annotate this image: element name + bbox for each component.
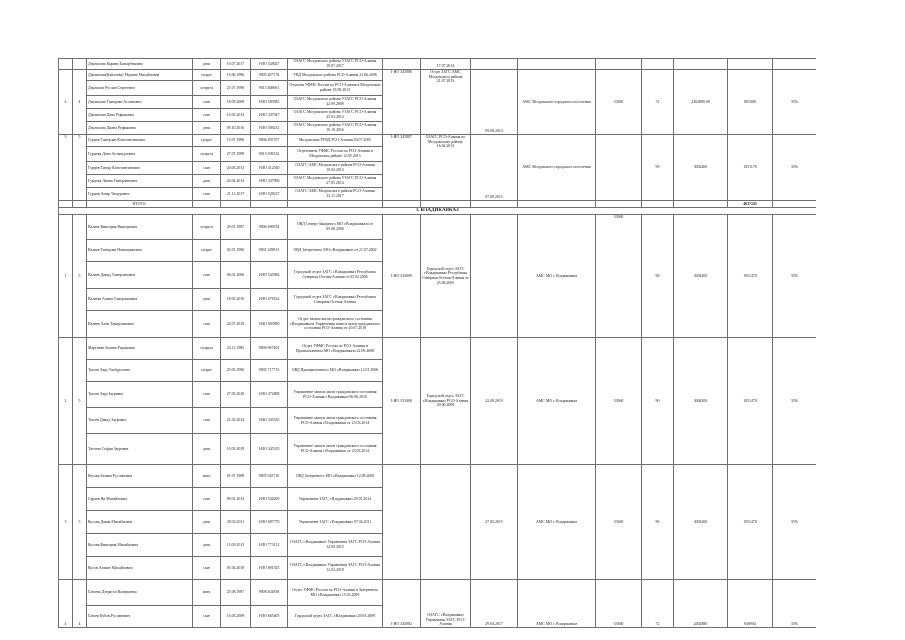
birth-date: 27.07.1989	[221, 147, 251, 162]
relation: сын	[193, 262, 221, 289]
estimated-cost: 3002400	[674, 135, 728, 201]
total-row	[59, 201, 817, 208]
birth-date: 21.03.2014	[221, 408, 251, 434]
document-number: I-ИО 345335	[251, 434, 288, 465]
person-name: Вазиев Алан Тамерланович	[87, 311, 193, 338]
issued-by: Отдел УФМС России по РСО-Алания в Затеречном МО г.Владикавказ 15.03.2009	[288, 580, 383, 606]
birth-date: 10.03.2018	[221, 434, 251, 465]
table-row	[59, 580, 817, 606]
row-number: 2	[59, 338, 73, 465]
zags-record: Отдел ЗАГС АМС Моздокского района 21.07.2013	[421, 70, 471, 135]
relation: супруга	[193, 81, 221, 96]
person-name: Дзилихова Дана Руфиковна	[87, 109, 193, 122]
municipality: АМС МО г. Владикавказ	[518, 215, 596, 338]
issued-by: Городской отдел ЗАГС г.Владикавказ Республика Северная Осетия-Алания от 05.02.2006	[288, 262, 383, 289]
issued-by: ОЗАГС г.Владикавказ Управления ЗАГС РСО-Алания 12.04.2018	[288, 557, 383, 580]
relation: супруга	[193, 215, 221, 240]
relation: мать	[193, 580, 221, 606]
norm-area: 33360	[596, 580, 642, 628]
register-sheet	[58, 58, 816, 640]
zags-record: ОЗАГС РСО-Алания по Моздокскому району 16.04.2013	[421, 135, 471, 201]
person-name: Дзилихова Карина Батырбековна	[87, 59, 193, 70]
estimated-cost: 2402880.00	[674, 70, 728, 135]
person-name: Вазиев Давид Тамерланович	[87, 262, 193, 289]
table-row	[59, 465, 817, 488]
birth-date: 10.07.2017	[221, 59, 251, 70]
document-number: I-ИО 678162	[251, 289, 288, 311]
person-name: Гагоева Дзерасса Валерьевна	[87, 580, 193, 606]
birth-date: 21.07.1990	[221, 81, 251, 96]
birth-date: 29.03.2011	[221, 511, 251, 534]
subsidy-amount: 1051170	[728, 135, 773, 201]
municipality: АМС Моздокского городского поселения	[518, 135, 596, 201]
document-number: 9005 717715	[251, 360, 288, 382]
person-name: Гурцева Лиана Тамерлановна	[87, 175, 193, 188]
relation: сын	[193, 408, 221, 434]
birth-date: 18.03.2010	[221, 289, 251, 311]
relation: сын	[193, 162, 221, 175]
person-name: Тагоева София Зауревна	[87, 434, 193, 465]
document-number: I-ИО 509231	[251, 122, 288, 135]
document-number: 9008 402858	[251, 580, 288, 606]
document-number: 9013 509232	[251, 147, 288, 162]
family-size: 4	[73, 70, 87, 135]
relation: сын	[193, 606, 221, 628]
relation: дочь	[193, 289, 221, 311]
row-number: 4	[59, 70, 73, 135]
estimated-cost: 3004200	[674, 215, 728, 338]
document-number: I-ИО 312540	[251, 162, 288, 175]
relation: сын	[193, 311, 221, 338]
norm-area: 33360	[596, 215, 642, 338]
issued-by: Управление ЗАГС г.Владикавказ 07.04.2011	[288, 511, 383, 534]
relation: супруг	[193, 135, 221, 147]
birth-date: 21.11.2017	[221, 188, 251, 201]
subsidy-percent: 35%	[773, 215, 817, 338]
zags-record: Городской отдел ЗАГС г.Владикавказ РСО-Алания 20.06.2009	[421, 338, 471, 465]
birth-date: 15.07.1986	[221, 135, 251, 147]
row-number: 4	[59, 580, 73, 628]
family-size: 4	[73, 580, 87, 628]
norm-area	[596, 135, 642, 201]
document-number: I-ИО 509585	[251, 96, 288, 109]
relation: мать	[193, 465, 221, 488]
document-number: 9001 329813	[251, 240, 288, 262]
subsidy-percent: 35%	[773, 580, 817, 628]
estimated-cost: 2402880	[674, 580, 728, 628]
relation: супруга	[193, 147, 221, 162]
issued-by: ОЗАГС АМС Моздокского района РСО-Алания 10.04.2013	[288, 162, 383, 175]
row-number: 1	[59, 215, 73, 338]
table-row	[59, 215, 817, 240]
zags-record: Городской отдел ЗАГС г.Владикавказ Республика Северная Осетия-Алания от 25.06.2005	[421, 215, 471, 338]
issued-by: Отделом УФМС России по РСО-Алания в Моздокском районе 19.08.2013	[288, 81, 383, 96]
norm-area: 33360	[596, 70, 642, 135]
birth-date: 11.09.2015	[221, 534, 251, 557]
estimated-cost: 3004200	[674, 338, 728, 465]
document-number: 9006 490054	[251, 215, 288, 240]
document-number: 9006 967402	[251, 338, 288, 360]
total-value: 4637245	[728, 201, 773, 208]
person-name: Гурцев Тамерлан Константинович	[87, 135, 193, 147]
birth-date: 18.09.2009	[221, 96, 251, 109]
issued-by: ОВД Затеречного МО г.Владикавказ от 21.07.2002	[288, 240, 383, 262]
document-number: I-ИО 603890	[251, 311, 288, 338]
birth-date: 02.01.1986	[221, 240, 251, 262]
table-row	[59, 135, 817, 147]
area-value: 90	[642, 135, 674, 201]
table-row	[59, 338, 817, 360]
document-number: 9006 495707	[251, 135, 288, 147]
person-name: Дзилихова(Кавлоева) Мадина Михайловна	[87, 70, 193, 81]
birth-date: 01.07.1988	[221, 465, 251, 488]
relation: супруг	[193, 70, 221, 81]
issued-by: Городской отдел ЗАГС г.Владикавказ 29.03.2009	[288, 606, 383, 628]
document-number: I-ИО 773112	[251, 534, 288, 557]
document-number: I-ИО 528027	[251, 59, 288, 70]
document-number: I-ИО 347947	[251, 109, 288, 122]
subsidy-percent: 35%	[773, 338, 817, 465]
issued-by: ОЗАГС Моздокского района УЗАГС РСО-Алания 27.05.2014	[288, 175, 383, 188]
document-number: I-ИО 801925	[251, 557, 288, 580]
document-number: I-ИО 347996	[251, 175, 288, 188]
family-size: 5	[73, 215, 87, 338]
birth-date: 24.04.2014	[221, 175, 251, 188]
person-name: Кусов Азамат Михайлович	[87, 557, 193, 580]
issued-by: ОВД Промышленного МО г.Владикавказ 13.01.2006	[288, 360, 383, 382]
person-name: Кусова Залина Руслановна	[87, 465, 193, 488]
subsidy-amount: 801008	[728, 70, 773, 135]
birth-date: 20.03.2013	[221, 162, 251, 175]
registration-date: 22.09.2019	[471, 338, 518, 465]
birth-date: 16.03.2009	[221, 606, 251, 628]
birth-date: 10.03.2014	[221, 109, 251, 122]
birth-date: 16.06.1986	[221, 70, 251, 81]
area-value: 90	[642, 465, 674, 580]
person-name: Дзилихов Руслан Сергеевич	[87, 81, 193, 96]
table-row	[59, 59, 817, 70]
relation: дочь	[193, 534, 221, 557]
birth-date: 09.10.2016	[221, 122, 251, 135]
relation: дочь	[193, 122, 221, 135]
area-value: 72	[642, 580, 674, 628]
issued-by: Городской отдел ЗАГС г.Владикавказ Республика Северная Осетия-Алания	[288, 289, 383, 311]
person-name: Гурцева Дана Асламурзовна	[87, 147, 193, 162]
birth-date: 01.04.2018	[221, 557, 251, 580]
total-label: ИТОГО:	[87, 201, 193, 208]
subsidy-amount: 1051470	[728, 338, 773, 465]
person-name: Гагоев Кубан Русланович	[87, 606, 193, 628]
section-title: г. ВЛАДИКАВКАЗ	[59, 208, 817, 215]
issued-by: Отдел УФМС России по РСО-Алания в Промышленном МО г.Владикавказа 22.09.2008	[288, 338, 383, 360]
relation: сын	[193, 557, 221, 580]
relation: сын	[193, 382, 221, 408]
issued-by: Управление ЗАГС г.Владикавказ 29.01.2014	[288, 488, 383, 511]
document-number: 9013 468061	[251, 81, 288, 96]
issued-by: УВД Моздокского района РСО-Алания 21.06.2006	[288, 70, 383, 81]
birth-date: 29.01.1987	[221, 215, 251, 240]
document-number: I-ИО 665405	[251, 606, 288, 628]
issued-by: Отдел записи актов гражданского состояния г.Владикавказа Управления записи актов гражданского состояния РСО-Алания от 20.07.2018	[288, 311, 383, 338]
relation: дочь	[193, 175, 221, 188]
person-name: Сараев Ян Михайлович	[87, 488, 193, 511]
issued-by: Отделением УФМС России по РСО-Алания в Моздокском районе 12.05.2013	[288, 147, 383, 162]
issued-by: ОЗАГС Моздокского района УЗАГС РСО-Алания 22.09.2009	[288, 96, 383, 109]
registration-date: 17.07.2014	[421, 59, 471, 70]
subsidy-amount: 840904	[728, 580, 773, 628]
register-table	[58, 58, 816, 628]
registration-date: 07.08.2015	[471, 135, 518, 201]
relation: сын	[193, 188, 221, 201]
subsidy-amount: 1051470	[728, 465, 773, 580]
subsidy-amount: 1051470	[728, 215, 773, 338]
norm-area: 33360	[596, 465, 642, 580]
relation: сын	[193, 109, 221, 122]
birth-date: 09.01.2014	[221, 488, 251, 511]
person-name: Кусова Даяна Михайловна	[87, 511, 193, 534]
person-name: Вазиева Алина Тамерлановна	[87, 289, 193, 311]
marriage-certificate: I-ИО 553408	[383, 338, 421, 465]
birth-date: 06.01.2006	[221, 262, 251, 289]
municipality: АМС Моздокского городского поселения	[518, 70, 596, 135]
document-number: 9005 545716	[251, 465, 288, 488]
relation: дочь	[193, 511, 221, 534]
family-size: 5	[73, 338, 87, 465]
area-value: 90	[642, 338, 674, 465]
registration-date: 09.08.2014	[471, 70, 518, 135]
issued-by: ОЗАГС Моздокского района УЗАГС РСО-Алания 25.03.2014	[288, 109, 383, 122]
family-size: 5	[73, 135, 87, 201]
issued-by: ОЗАГС Моздокского района УЗАГС РСО-Алания 19.07.2017	[288, 59, 383, 70]
person-name: Вазиев Виктория Викторовна	[87, 215, 193, 240]
document-number: 9005 467176	[251, 70, 288, 81]
birth-date: 25.03.1986	[221, 360, 251, 382]
person-name: Тагоев Заур Зауревич	[87, 382, 193, 408]
document-number: I-ИО 687770	[251, 511, 288, 534]
person-name: Дзилихова Тамерлан Асланович	[87, 96, 193, 109]
registration-date: 27.03.2015	[471, 465, 518, 580]
relation: супруга	[193, 338, 221, 360]
estimated-cost: 3004200	[674, 465, 728, 580]
birth-date: 25.08.1987	[221, 580, 251, 606]
row-number: 5	[59, 135, 73, 201]
person-name: Дзилихова Диана Руфиковна	[87, 122, 193, 135]
marriage-certificate: I-ИО 345886	[383, 70, 421, 135]
person-name: Гурцев Амир Тимурович	[87, 188, 193, 201]
registration-date: 29.04.2017	[471, 580, 518, 628]
person-name: Вазиев Тамерлан Нанапукыевич	[87, 240, 193, 262]
birth-date: 24.07.2018	[221, 311, 251, 338]
issued-by: ОЗАГС АМС Моздокского района РСО-Алания 23.11.2017	[288, 188, 383, 201]
subsidy-percent: 35%	[773, 135, 817, 201]
relation: сын	[193, 96, 221, 109]
municipality: АМС МО г. Владикавказ	[518, 338, 596, 465]
document-number: I-ИО 345335	[251, 408, 288, 434]
issued-by: Управление записи актов гражданского состояния РСО-Алания г.Владикавказ 06.06.2010	[288, 382, 383, 408]
marriage-certificate: I-ИО 523690	[383, 215, 421, 338]
document-number: I-ИО 534209	[251, 488, 288, 511]
person-name: Гурцев Тимур Константинович	[87, 162, 193, 175]
person-name: Кусова Виктория Михайловна	[87, 534, 193, 557]
municipality: АМС МО г. Владикавказ	[518, 580, 596, 628]
document-number: I-ИО 528237	[251, 188, 288, 201]
issued-by: ОЗАГС г.Владикавказ Управления ЗАГС РСО-Алания 14.09.2015	[288, 534, 383, 557]
zags-record: ОЗАГС г.Владикавказ Управления ЗАГС РСО-Алания	[421, 580, 471, 628]
issued-by: Управление записи актов гражданского состояния РСО-Алания г.Владикавказ от 25.03.2014	[288, 408, 383, 434]
issued-by: Моздокским РУВД РСО-Алания 26.07.2005	[288, 135, 383, 147]
person-name: Тагоев Давид Заурович	[87, 408, 193, 434]
issued-by: ОВД Затеречного МО г.Владикавказ 12.08.2006	[288, 465, 383, 488]
marriage-certificate: I-ИО 345882	[383, 580, 421, 628]
norm-area: 33360	[596, 338, 642, 465]
document-number: I-ИО 543984	[251, 262, 288, 289]
person-name: Маргиева Залина Радиковна	[87, 338, 193, 360]
relation: дочь	[193, 59, 221, 70]
municipality: АМС МО г. Владикавказ	[518, 465, 596, 580]
relation: супруг	[193, 360, 221, 382]
family-size: 5	[73, 465, 87, 580]
document-number: I-ИО 472808	[251, 382, 288, 408]
subsidy-percent: 35%	[773, 465, 817, 580]
issued-by: ОВД Северо-Западного МО г.Владикавказа от 05.06.2006	[288, 215, 383, 240]
relation: дочь	[193, 434, 221, 465]
issued-by: Управление записи актов гражданского состояния РСО-Алания г.Владикавказ от 23.03.2014	[288, 434, 383, 465]
area-value: 72	[642, 70, 674, 135]
row-number: 3	[59, 465, 73, 580]
issued-by: ОЗАГС Моздокского района УЗАГС РСО-Алания 10.10.2016	[288, 122, 383, 135]
birth-date: 27.05.2010	[221, 382, 251, 408]
birth-date: 23.11.1985	[221, 338, 251, 360]
person-name: Тагоев Заур Эльбрусович	[87, 360, 193, 382]
marriage-certificate: I-ИО 345887	[383, 135, 421, 201]
relation: сын	[193, 488, 221, 511]
subsidy-percent: 35%	[773, 70, 817, 135]
area-value: 90	[642, 215, 674, 338]
relation: супруг	[193, 240, 221, 262]
section-row	[59, 208, 817, 215]
table-row	[59, 70, 817, 81]
